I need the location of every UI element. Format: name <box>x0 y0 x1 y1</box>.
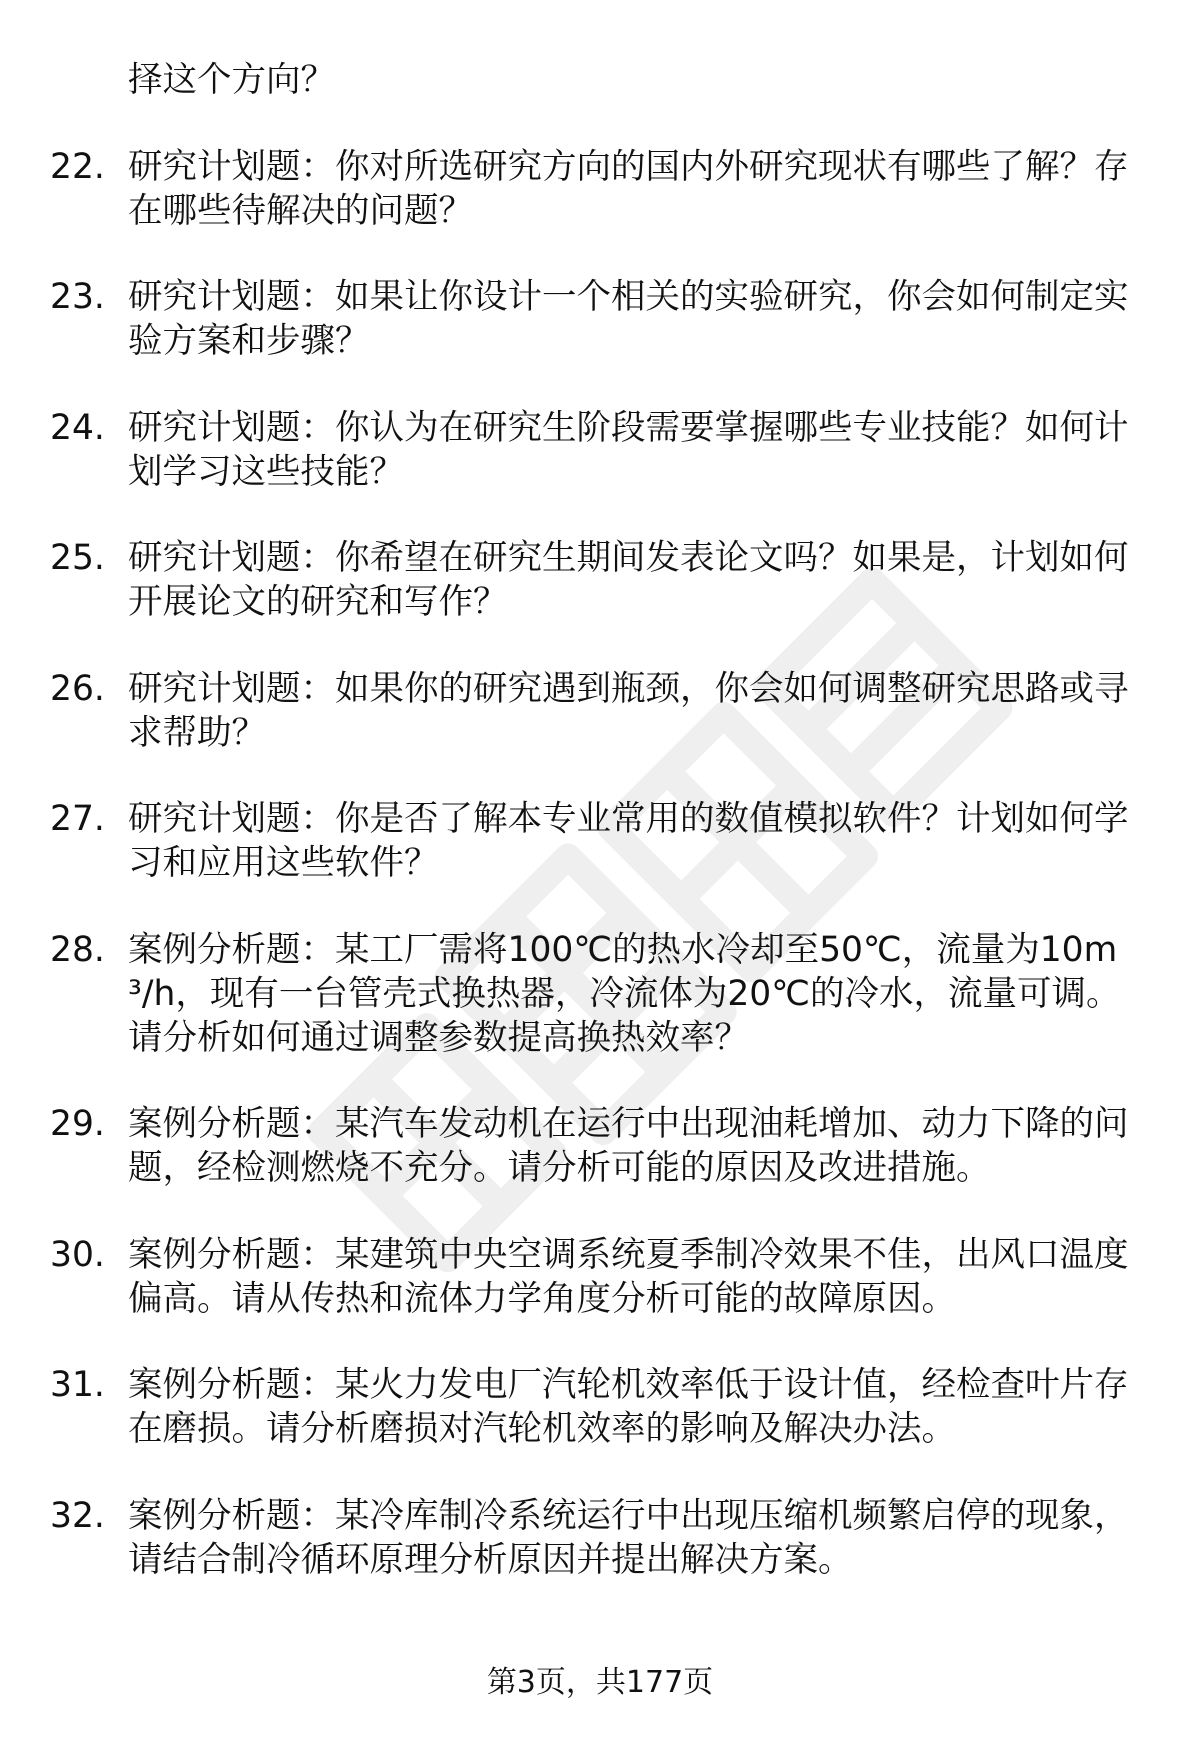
question-item <box>0 406 1138 494</box>
question-number: 29. <box>50 1104 105 1144</box>
question-number: 31. <box>50 1365 105 1405</box>
question-text: 案例分析题：某工厂需将100℃的热水冷却至50℃，流量为10m³/h，现有一台管壳式换热器，冷流体为20℃的冷水，流量可调。请分析如何通过调整参数提高换热效率？ <box>128 929 1121 1058</box>
question-text: 研究计划题：你希望在研究生期间发表论文吗？如果是，计划如何开展论文的研究和写作？ <box>128 538 1129 622</box>
question-number: 27. <box>50 799 105 839</box>
question-item <box>0 797 1138 885</box>
question-item <box>0 1102 1138 1190</box>
question-item <box>0 275 1138 363</box>
question-number: 26. <box>50 668 105 709</box>
question-item <box>0 667 1138 755</box>
question-number: 23. <box>50 277 105 317</box>
question-item <box>0 1233 1138 1321</box>
question-number: 22. <box>50 146 105 187</box>
question-number: 30. <box>50 1234 105 1275</box>
question-item <box>0 1363 1138 1451</box>
question-number: 25. <box>50 538 105 578</box>
question-number: 28. <box>50 929 105 970</box>
question-number: 32. <box>50 1495 105 1536</box>
question-item <box>0 58 1138 102</box>
question-number: 24. <box>50 407 105 448</box>
question-text: 研究计划题：如果让你设计一个相关的实验研究，你会如何制定实验方案和步骤？ <box>128 277 1129 361</box>
question-text: 择这个方向？ <box>128 60 335 100</box>
question-item <box>0 145 1138 233</box>
question-text: 案例分析题：某汽车发动机在运行中出现油耗增加、动力下降的问题，经检测燃烧不充分。请分析可能的原因及改进措施。 <box>128 1104 1129 1188</box>
question-text: 研究计划题：你是否了解本专业常用的数值模拟软件？计划如何学习和应用这些软件？ <box>128 799 1129 883</box>
question-list <box>0 58 1200 1624</box>
question-text: 案例分析题：某火力发电厂汽轮机效率低于设计值，经检查叶片存在磨损。请分析磨损对汽轮机效率的影响及解决办法。 <box>128 1365 1129 1449</box>
question-item <box>0 928 1138 1060</box>
page-number-footer: 第3页，共177页 <box>486 1665 714 1700</box>
question-item <box>0 1494 1138 1582</box>
question-text: 案例分析题：某冷库制冷系统运行中出现压缩机频繁启停的现象，请结合制冷循环原理分析原因并提出解决方案。 <box>128 1495 1129 1580</box>
question-text: 研究计划题：你认为在研究生阶段需要掌握哪些专业技能？如何计划学习这些技能？ <box>128 407 1129 492</box>
question-item <box>0 536 1138 624</box>
question-text: 案例分析题：某建筑中央空调系统夏季制冷效果不佳，出风口温度偏高。请从传热和流体力学角度分析可能的故障原因。 <box>128 1234 1129 1319</box>
question-text: 研究计划题：你对所选研究方向的国内外研究现状有哪些了解？存在哪些待解决的问题？ <box>128 146 1129 231</box>
question-text: 研究计划题：如果你的研究遇到瓶颈，你会如何调整研究思路或寻求帮助？ <box>128 668 1129 753</box>
